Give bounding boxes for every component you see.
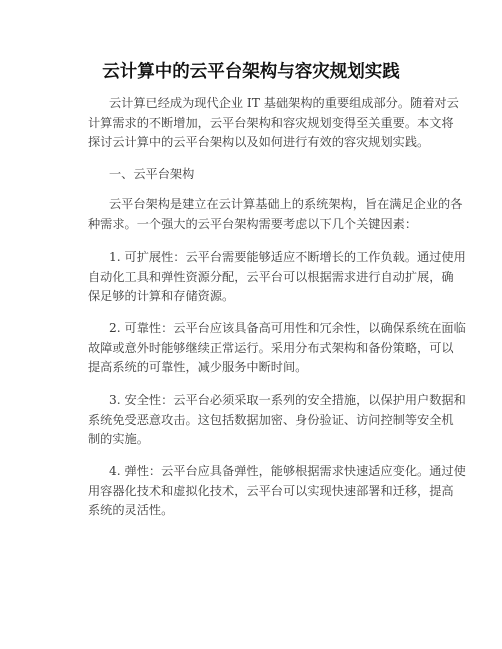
- text-line: 自动化工具和弹性资源分配，云平台可以根据需求进行自动扩展，确: [88, 269, 454, 284]
- section-heading: [88, 165, 418, 185]
- list-item: [88, 391, 466, 450]
- text-line: 制的实施。: [88, 432, 149, 446]
- list-item: [88, 248, 466, 307]
- text-line: 提高系统的可靠性，减少服务中断时间。: [88, 360, 308, 374]
- text-line: 探讨云计算中的云平台架构以及如何进行有效的容灾规划实践。: [88, 135, 430, 149]
- section-paragraph: [88, 195, 463, 234]
- text-line: 种需求。一个强大的云平台架构需要考虑以下几个关键因素：: [88, 216, 418, 231]
- text-line: 云计算已经成为现代企业 IT 基础架构的重要组成部分。随着对云: [109, 96, 459, 110]
- text-line: 2. 可靠性：云平台应该具备高可用性和冗余性，以确保系统在面临: [109, 321, 466, 335]
- intro-paragraph: [88, 94, 459, 153]
- text-line: 保足够的计算和存储资源。: [88, 289, 235, 303]
- text-line: 用容器化技术和虚拟化技术，云平台可以实现快速部署和迁移，提高: [88, 483, 454, 498]
- text-line: 1. 可扩展性：云平台需要能够适应不断增长的工作负载。通过使用: [109, 250, 466, 264]
- text-line: 故障或意外时能够继续正常运行。采用分布式架构和备份策略，可以: [88, 340, 454, 355]
- document-title: 云计算中的云平台架构与容灾规划实践: [102, 62, 400, 82]
- text-line: 系统的灵活性。: [88, 503, 174, 517]
- list-item: [88, 462, 466, 521]
- text-line: 4. 弹性：云平台应具备弹性，能够根据需求快速适应变化。通过使: [109, 464, 466, 478]
- text-line: 计算需求的不断增加，云平台架构和容灾规划变得至关重要。本文将: [88, 115, 454, 130]
- text-line: 云平台架构是建立在云计算基础上的系统架构，旨在满足企业的各: [109, 197, 463, 211]
- list-item: [88, 319, 466, 378]
- text-line: 3. 安全性：云平台必须采取一系列的安全措施，以保护用户数据和: [109, 393, 466, 407]
- section-heading-text: 一、云平台架构: [109, 167, 195, 181]
- text-line: 系统免受恶意攻击。这包括数据加密、身份验证、访问控制等安全机: [88, 412, 454, 427]
